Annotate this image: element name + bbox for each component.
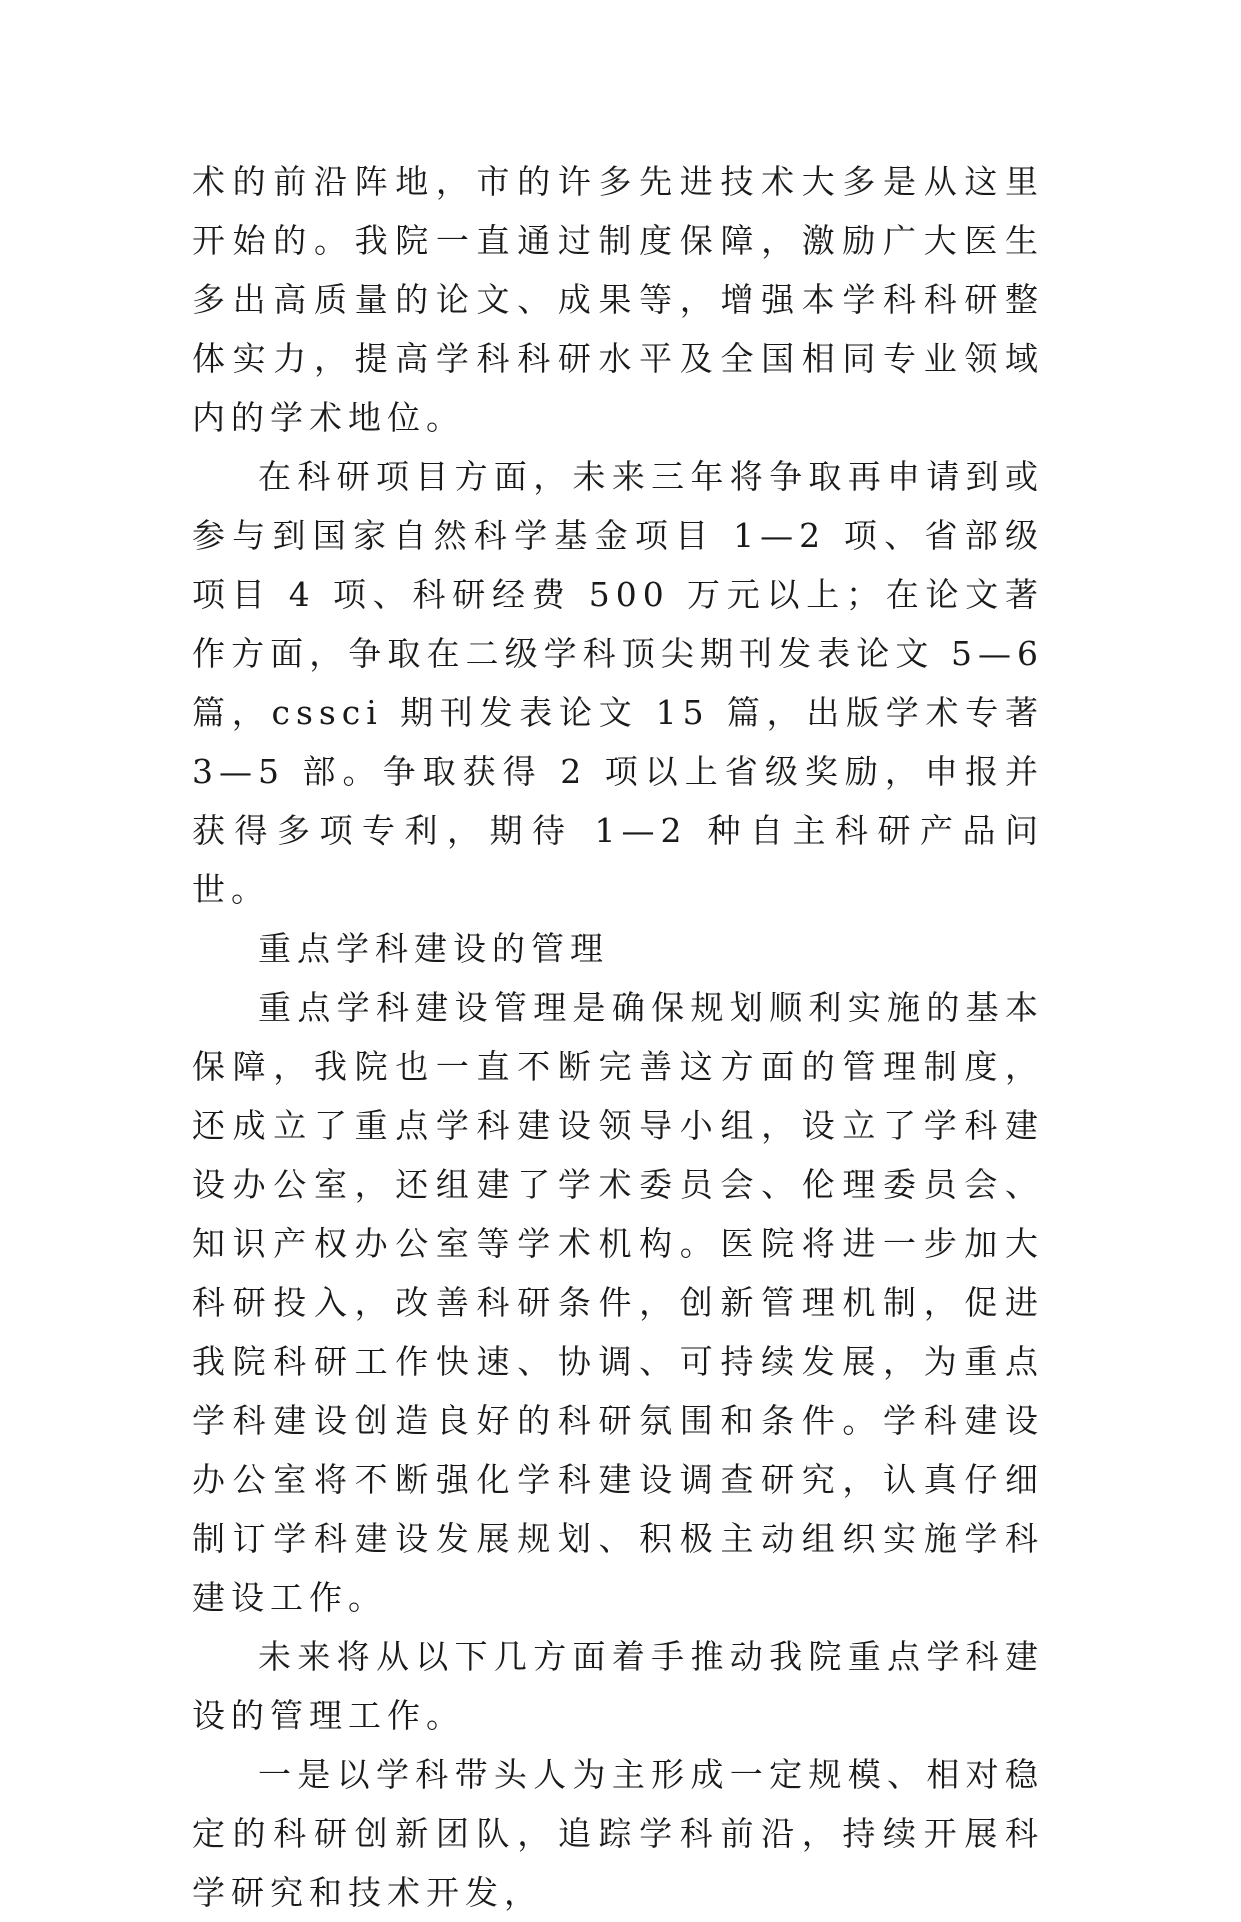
paragraph-3: 重点学科建设管理是确保规划顺利实施的基本保障，我院也一直不断完善这方面的管理制度，还成立了重点学科建设领导小组，设立了学科建设办公室，还组建了学术委员会、伦理委员会、知识产权办公室等学术机构。医院将进一步加大科研投入，改善科研条件，创新管理机制，促进我院科研工作快速、协调、可持续发展，为重点学科建设创造良好的科研氛围和条件。学科建设办公室将不断强化学科建设调查研究，认真仔细制订学科建设发展规划、积极主动组织实施学科建设工作。	[192, 988, 1044, 1617]
document-body	[192, 152, 1044, 1922]
section-heading: 重点学科建设的管理	[258, 929, 609, 968]
paragraph-5: 一是以学科带头人为主形成一定规模、相对稳定的科研创新团队，追踪学科前沿，持续开展科学研究和技术开发，	[192, 1755, 1044, 1912]
paragraph-4: 未来将从以下几方面着手推动我院重点学科建设的管理工作。	[192, 1637, 1044, 1735]
paragraph-2: 在科研项目方面，未来三年将争取再申请到或参与到国家自然科学基金项目 1—2 项、省部级项目 4 项、科研经费 500 万元以上；在论文著作方面，争取在二级学科顶尖期刊发表论文 5—6 篇，cssci 期刊发表论文 15 篇，出版学术专著 3—5 部。争取获得 2 项以上省级奖励，申报并获得多项专利，期待 1—2 种自主科研产品问世。	[192, 457, 1044, 909]
paragraph-1: 术的前沿阵地，市的许多先进技术大多是从这里开始的。我院一直通过制度保障，激励广大医生多出高质量的论文、成果等，增强本学科科研整体实力，提高学科科研水平及全国相同专业领域内的学术地位。	[192, 162, 1044, 437]
